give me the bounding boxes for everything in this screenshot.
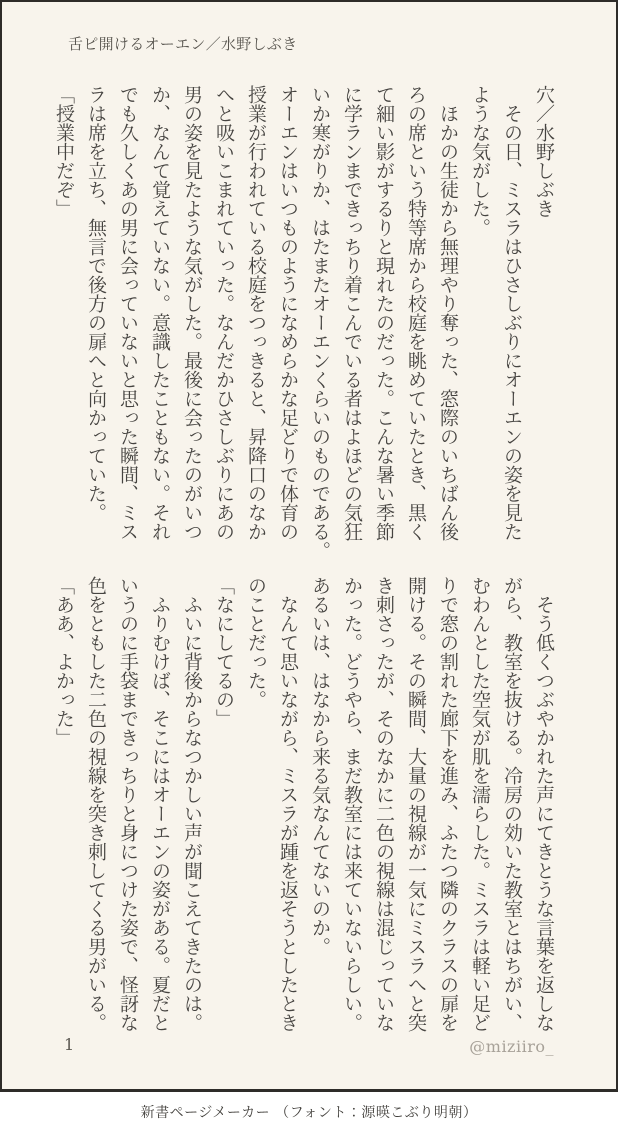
- text-line: ろの席という特等席から校庭を眺めていたとき、黒く: [405, 85, 427, 541]
- text-line: か、なんて覚えていない。意識したこともない。それ: [149, 85, 171, 541]
- text-line: 「授業中だぞ」: [53, 85, 75, 218]
- text-block-lower: [48, 576, 560, 1036]
- text-line: へと吸いこまれていった。なんだかひさしぶりにあの: [213, 85, 235, 541]
- text-line: 男の姿を見たような気がした。最後に会ったのがいつ: [181, 85, 203, 541]
- text-line: のことだった。: [245, 576, 267, 709]
- text-block-upper: [48, 85, 560, 560]
- text-line: でも久しくあの男に会っていないと思った瞬間、ミス: [117, 85, 139, 541]
- text-line: オーエンはいつものようになめらかな足どりで体育の: [277, 85, 299, 541]
- text-line: ラは席を立ち、無言で後方の扉へと向かっていた。: [85, 85, 107, 522]
- text-line: むわんとした空気が肌を濡らした。ミスラは軽い足ど: [469, 576, 491, 1032]
- text-line: ふいに背後からなつかしい声が聞こえてきたのは。: [181, 576, 203, 1032]
- page-number: 1: [64, 1035, 75, 1054]
- text-line: 色をともした二色の視線を突き刺してくる男がいる。: [85, 576, 107, 1032]
- text-line: 穴／水野しぶき: [533, 85, 555, 218]
- text-line: ほかの生徒から無理やり奪った、窓際のいちばん後: [437, 85, 459, 541]
- text-line: がら、教室を抜ける。冷房の効いた教室とはちがい、: [501, 576, 523, 1032]
- text-line: そう低くつぶやかれた声にてきとうな言葉を返しな: [533, 576, 555, 1032]
- text-line: に学ランまできっちり着こんでいる者はよほどの気狂: [341, 85, 363, 541]
- author-handle: @miziiro_: [469, 1037, 554, 1056]
- page-header-title: 舌ピ開けるオーエン／水野しぶき: [68, 35, 298, 53]
- text-line: いうのに手袋まできっちりと身につけた姿で、怪訝な: [117, 576, 139, 1032]
- text-line: かった。どうやら、まだ教室には来ていないらしい。: [341, 576, 363, 1032]
- text-line: ふりむけば、そこにはオーエンの姿がある。夏だと: [149, 576, 171, 1032]
- caption-strip: [0, 1092, 618, 1132]
- text-line: 「ああ、よかった」: [53, 576, 75, 747]
- text-line: 開ける。その瞬間、大量の視線が一気にミスラへと突: [405, 576, 427, 1032]
- text-line: き刺さったが、そのなかに二色の視線は混じっていな: [373, 576, 395, 1032]
- text-line: ような気がした。: [469, 85, 491, 237]
- text-line: あるいは、はなから来る気なんてないのか。: [309, 576, 331, 956]
- text-line: りで窓の割れた廊下を進み、ふたつ隣のクラスの扉を: [437, 576, 459, 1032]
- text-line: なんて思いながら、ミスラが踵を返そうとしたとき: [277, 576, 299, 1032]
- text-line: いか寒がりか、はたまたオーエンくらいのものである。: [309, 85, 331, 560]
- text-line: 「なにしてるの」: [213, 576, 235, 728]
- text-line: 授業が行われている校庭をつっきると、昇降口のなか: [245, 85, 267, 541]
- text-line: て細い影がするりと現れたのだった。こんな暑い季節: [373, 85, 395, 541]
- app-caption: 新書ページメーカー （フォント：源暎こぶり明朝）: [140, 1105, 478, 1121]
- text-line: その日、ミスラはひさしぶりにオーエンの姿を見た: [501, 85, 523, 541]
